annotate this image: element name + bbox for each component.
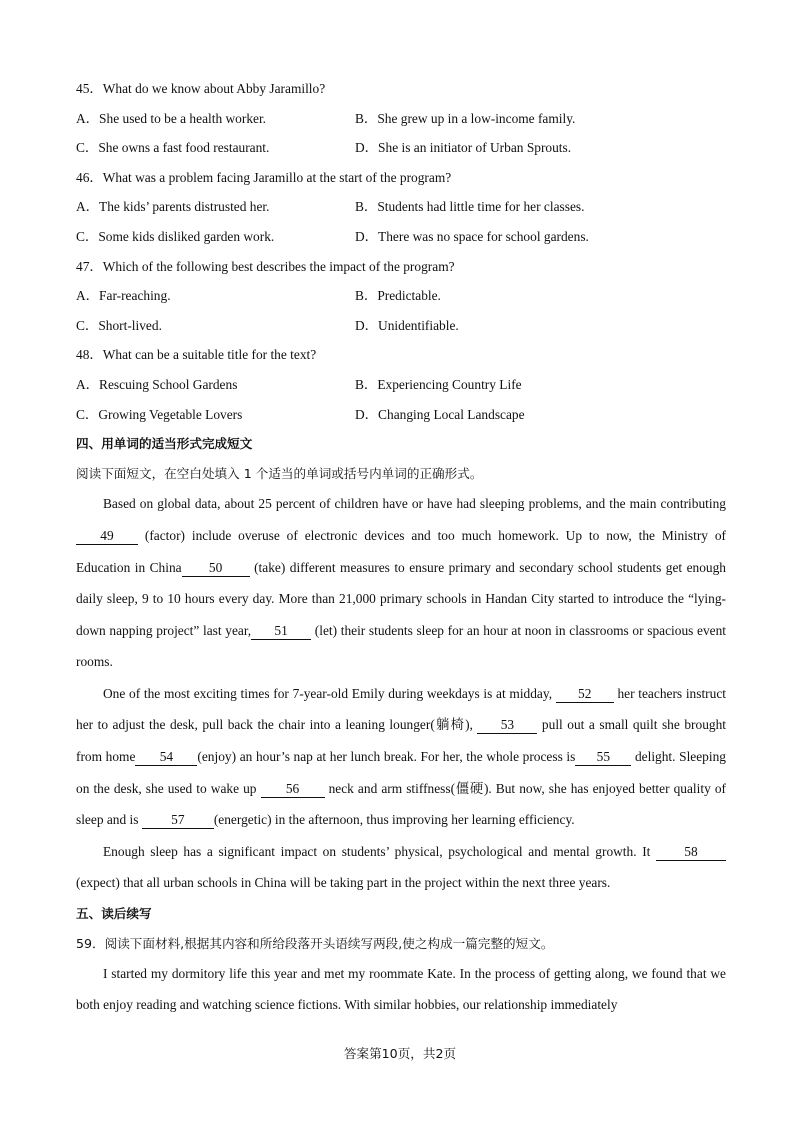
option-b[interactable]: B．Predictable. (355, 288, 441, 304)
blank-53[interactable]: 53 (477, 717, 537, 734)
passage-text: (let) their students sleep for an hour at noon in classrooms or spacious event rooms. (76, 622, 727, 670)
option-d[interactable]: D．Changing Local Landscape (355, 406, 525, 422)
passage-text: (expect) that all urban schools in China will be taking part in the project within the next three years. (76, 875, 611, 891)
page-footer: 答案第10页，共2页 (343, 1046, 457, 1061)
question-stem: 45．What do we know about Abby Jaramillo? (76, 81, 326, 96)
option-row (76, 222, 726, 252)
passage-text: (factor) include overuse of electronic devices and too much homework. Up to now, the Ministry of Education in China (76, 527, 726, 575)
option-c[interactable]: C．Growing Vegetable Lovers (76, 406, 243, 422)
passage-text: (enjoy) an hour’s nap at her lunch break. For her, the whole process is (197, 749, 576, 765)
passage-paragraph (76, 488, 726, 678)
blank-52[interactable]: 52 (556, 686, 614, 703)
question-stem: 48．What can be a suitable title for the text? (76, 347, 317, 363)
option-d[interactable]: D．Unidentifiable. (355, 317, 459, 333)
question-stem: 47．Which of the following best describes the impact of the program? (76, 258, 455, 274)
option-row (76, 133, 726, 163)
passage-text: pull out a small quilt she brought from home (76, 717, 727, 765)
passage-text: (energetic) in the afternoon, thus improving her learning efficiency. (213, 812, 575, 828)
option-a[interactable]: A．The kids’ parents distrusted her. (76, 199, 270, 215)
blank-50[interactable]: 50 (182, 560, 250, 577)
question-stem: 46．What was a problem facing Jaramillo at the start of the program? (76, 169, 452, 185)
option-c[interactable]: C．Short-lived. (76, 317, 162, 333)
option-row (76, 400, 726, 430)
section-instruction: 阅读下面短文，在空白处填入 1 个适当的单词或括号内单词的正确形式。 (76, 465, 483, 481)
blank-56[interactable]: 56 (261, 781, 325, 798)
passage-text: her teachers instruct her to adjust the desk, pull back the chair into a leaning lounger(躺椅), (76, 685, 726, 733)
blank-49[interactable]: 49 (76, 528, 138, 545)
passage-paragraph (76, 836, 726, 899)
option-b[interactable]: B．Experiencing Country Life (355, 376, 522, 392)
blank-58[interactable]: 58 (656, 844, 726, 861)
exam-page (76, 74, 726, 1020)
section-heading: 五、读后续写 (76, 906, 152, 922)
section-heading: 四、用单词的适当形式完成短文 (76, 436, 253, 452)
option-c[interactable]: C．Some kids disliked garden work. (76, 228, 275, 244)
passage-paragraph (76, 678, 726, 836)
passage-text: delight. Sleeping on the desk, she used to wake up (76, 749, 726, 796)
blank-51[interactable]: 51 (251, 623, 311, 640)
option-b[interactable]: B．She grew up in a low-income family. (355, 110, 576, 126)
passage-text: (take) different measures to ensure primary and secondary school students get enough daily sleep, 9 to 10 hours every day. More than 21,000 primary schools in Handan City started to introduce the “lying-down napping project” last year, (76, 559, 726, 638)
option-row (76, 281, 726, 311)
option-row (76, 370, 726, 400)
blank-54[interactable]: 54 (135, 749, 197, 766)
option-c[interactable]: C．She owns a fast food restaurant. (76, 140, 270, 156)
passage-paragraph: I started my dormitory life this year and met my roommate Kate. In the process of getting along, we found that we both enjoy reading and watching science fictions. With similar hobbies, our relationship immediately (76, 966, 726, 1013)
option-d[interactable]: D．There was no space for school gardens. (355, 228, 589, 244)
blank-57[interactable]: 57 (142, 812, 214, 829)
passage-text: One of the most exciting times for 7-year-old Emily during weekdays is at midday, (103, 685, 556, 701)
passage-text: Based on global data, about 25 percent of children have or have had sleeping problems, and the main contributing (103, 496, 726, 512)
option-row (76, 104, 726, 134)
passage-text: neck and arm stiffness(僵硬). But now, she has enjoyed better quality of sleep and is (76, 780, 726, 828)
section-instruction: 59．阅读下面材料,根据其内容和所给段落开头语续写两段,使之构成一篇完整的短文。 (76, 935, 554, 951)
option-row (76, 311, 726, 341)
option-b[interactable]: B．Students had little time for her classes. (355, 199, 585, 215)
option-a[interactable]: A．She used to be a health worker. (76, 110, 267, 126)
option-a[interactable]: A．Rescuing School Gardens (76, 376, 238, 392)
option-row (76, 192, 726, 222)
blank-55[interactable]: 55 (575, 749, 631, 766)
option-a[interactable]: A．Far-reaching. (76, 288, 171, 304)
option-d[interactable]: D．She is an initiator of Urban Sprouts. (355, 140, 572, 156)
passage-text: Enough sleep has a significant impact on students’ physical, psychological and mental growth. It (103, 843, 656, 859)
